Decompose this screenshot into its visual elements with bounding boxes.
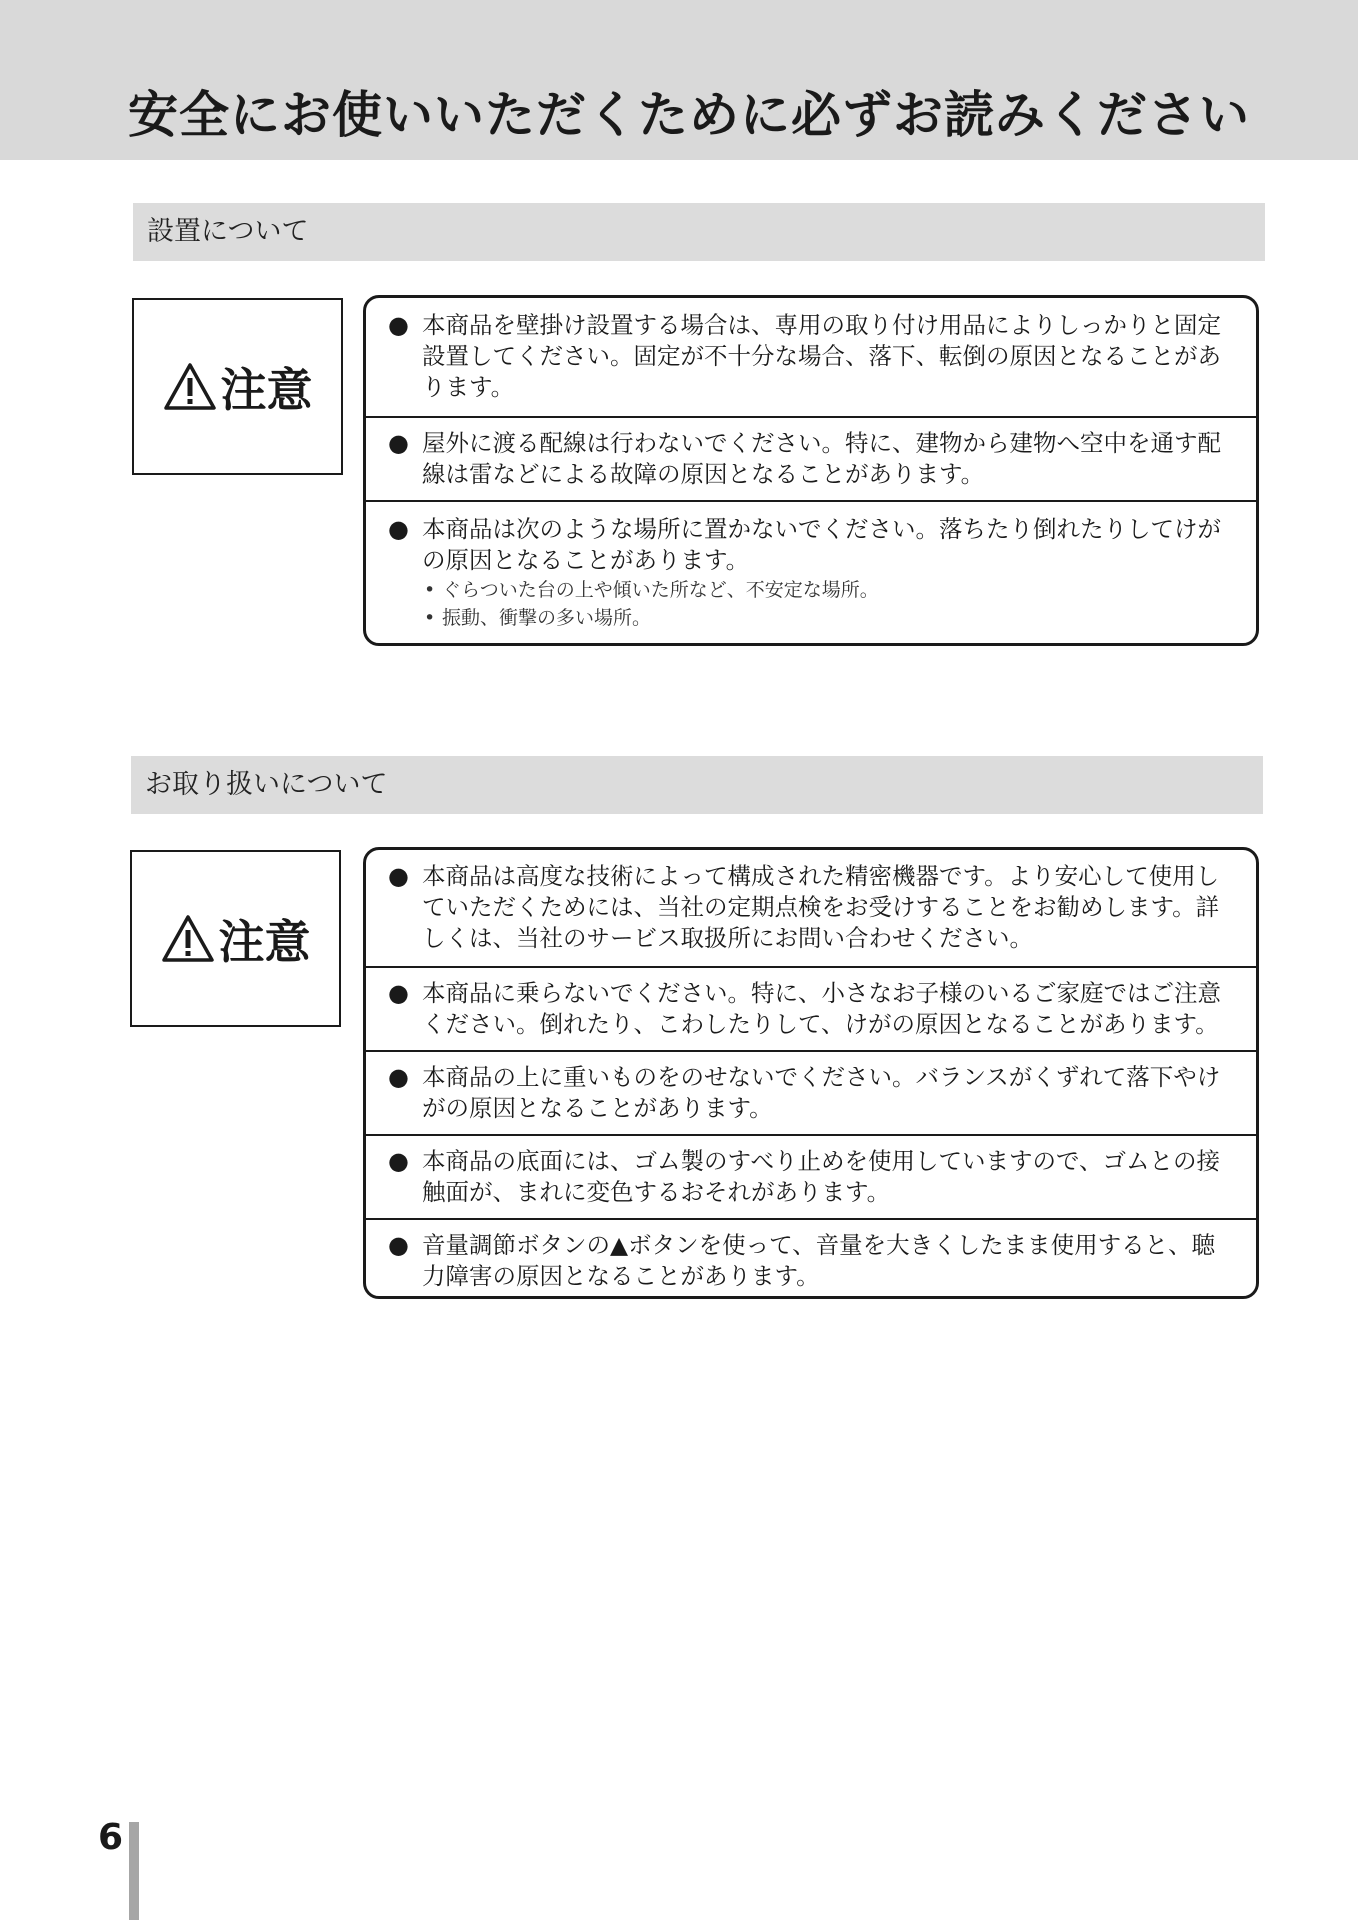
note-text: 屋外に渡る配線は行わないでください。特に、建物から建物へ空中を通す配線は雷などによる故障の原因となることがあります。 xyxy=(422,429,1221,488)
caution-note xyxy=(366,968,1256,1052)
note-text: 本商品の底面には、ゴム製のすべり止めを使用していますので、ゴムとの接触面が、まれに変色するおそれがあります。 xyxy=(422,1147,1221,1206)
bullet-icon: ● xyxy=(388,1231,409,1259)
page-number-rule xyxy=(129,1822,139,1920)
sub-bullet-icon: • xyxy=(424,579,436,601)
sub-item-text: 振動、衝撃の多い場所。 xyxy=(442,607,652,629)
caution-label: 注意 xyxy=(218,914,311,969)
note-text: 本商品を壁掛け設置する場合は、専用の取り付け用品によりしっかりと固定設置してください。固定が不十分な場合、落下、転倒の原因となることがあります。 xyxy=(422,311,1221,401)
section-title: お取り扱いについて xyxy=(145,769,388,800)
section-header-handling xyxy=(131,756,1263,814)
bullet-icon: ● xyxy=(388,1147,409,1175)
caution-panel xyxy=(130,850,341,1027)
warning-triangle-icon xyxy=(161,914,215,964)
caution-note xyxy=(366,502,1256,643)
caution-panel xyxy=(132,298,343,475)
sub-bullet-icon: • xyxy=(424,607,436,629)
note-text: 本商品に乗らないでください。特に、小さなお子様のいるご家庭ではご注意ください。倒れたり、こわしたりして、けがの原因となることがあります。 xyxy=(422,979,1221,1038)
bullet-icon: ● xyxy=(388,515,409,543)
sub-item-text: ぐらついた台の上や傾いた所など、不安定な場所。 xyxy=(442,579,879,601)
section-title: 設置について xyxy=(147,216,309,247)
caution-note xyxy=(366,1220,1256,1296)
caution-note xyxy=(366,418,1256,502)
note-text: 本商品は高度な技術によって構成された精密機器です。より安心して使用していただくためには、当社の定期点検をお受けすることをお勧めします。詳しくは、当社のサービス取扱所にお問い合わせください。 xyxy=(422,862,1220,952)
page-number: 6 xyxy=(98,1817,124,1858)
bullet-icon: ● xyxy=(388,311,409,339)
note-text: 本商品の上に重いものをのせないでください。バランスがくずれて落下やけがの原因となることがあります。 xyxy=(422,1063,1221,1122)
sub-list-item xyxy=(422,576,1236,604)
sub-list-item xyxy=(422,604,1236,632)
caution-notes-box xyxy=(363,295,1259,646)
note-text: 音量調節ボタンの▲ボタンを使って、音量を大きくしたまま使用すると、聴力障害の原因となることがあります。 xyxy=(422,1231,1216,1290)
page-title: 安全にお使いいただくために必ずお読みください xyxy=(128,86,1250,144)
bullet-icon: ● xyxy=(388,429,409,457)
bullet-icon: ● xyxy=(388,862,409,890)
caution-note xyxy=(366,298,1256,418)
caution-note xyxy=(366,1052,1256,1136)
caution-note xyxy=(366,1136,1256,1220)
note-text: 本商品は次のような場所に置かないでください。落ちたり倒れたりしてけがの原因となることがあります。 xyxy=(422,515,1221,574)
caution-notes-box xyxy=(363,847,1259,1299)
section-header-installation xyxy=(133,203,1265,261)
warning-triangle-icon xyxy=(163,362,217,412)
caution-label: 注意 xyxy=(220,362,313,417)
bullet-icon: ● xyxy=(388,979,409,1007)
bullet-icon: ● xyxy=(388,1063,409,1091)
caution-note xyxy=(366,850,1256,968)
